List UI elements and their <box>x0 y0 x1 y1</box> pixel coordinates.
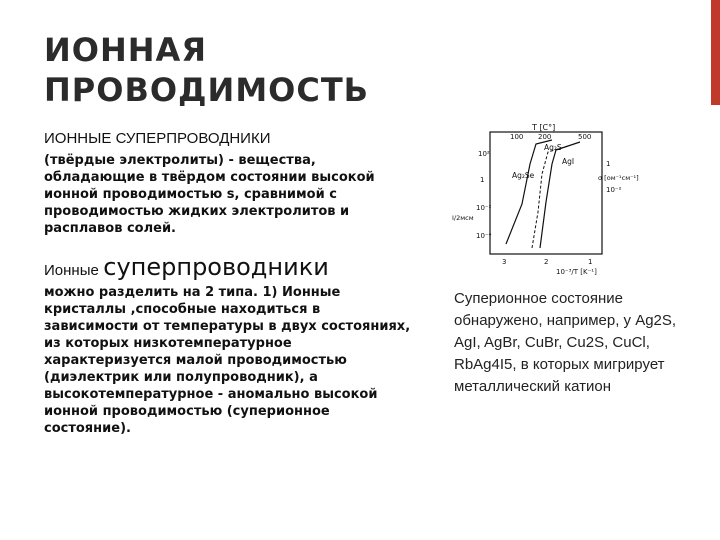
right-unit: σ [ом⁻¹см⁻¹] <box>598 174 639 182</box>
top-tick: 500 <box>578 133 592 141</box>
definition-text: (твёрдые электролиты) - вещества, обладающие в твёрдом состоянии высокой ионной проводимостью s, сравнимой с проводимостью жидких электролитов и расплавов солей. <box>44 153 375 236</box>
subtitle: ИОННЫЕ СУПЕРПРОВОДНИКИ <box>44 130 271 147</box>
bottom-tick: 1 <box>588 258 593 266</box>
left-tick: 1 <box>480 176 485 184</box>
conductivity-plot <box>448 122 714 282</box>
top-tick: 200 <box>538 133 552 141</box>
top-tick: 100 <box>510 133 524 141</box>
types-text: можно разделить на 2 типа. 1) Ионные кристаллы ,способные находиться в зависимости от температуры в двух состояниях, из которых низкотемпературное характеризуется малой проводимостью (диэлектрик или полупроводник), а высокотемпературное - аномально высокой ионной проводимостью (суперионное состояние). <box>44 285 411 436</box>
accent-bar <box>711 0 720 105</box>
slide-title: ИОННАЯ ПРОВОДИМОСТЬ <box>44 31 370 109</box>
right-tick: 1 <box>606 160 611 168</box>
left-tick: 10⁻⁴ <box>476 232 492 240</box>
top-axis-label: T [C°] <box>532 123 556 132</box>
right-tick: 10⁻² <box>606 186 622 194</box>
curve-label: Ag₂S <box>544 143 562 152</box>
left-tick: 10² <box>478 150 490 158</box>
curve-label: AgI <box>562 157 575 166</box>
types-lead-big: суперпроводники <box>103 253 329 281</box>
left-tick: 10⁻² <box>476 204 492 212</box>
right-text: Суперионное состояние обнаружено, например, у Ag2S, AgI, AgBr, CuBr, Cu2S, CuCl, RbAg4I5, в которых мигрирует металлический катион <box>454 290 677 395</box>
bottom-axis-label: 10⁻³/T [K⁻¹] <box>556 268 597 276</box>
types-lead-small: Ионные <box>44 262 99 279</box>
bottom-tick: 3 <box>502 258 507 266</box>
types-lead <box>44 254 329 280</box>
bottom-tick: 2 <box>544 258 549 266</box>
left-unit: I/2мсм <box>452 214 474 222</box>
curve-label: Ag₂Se <box>512 171 535 180</box>
conductivity-figure <box>448 122 714 282</box>
curve-ag2se <box>506 140 552 244</box>
